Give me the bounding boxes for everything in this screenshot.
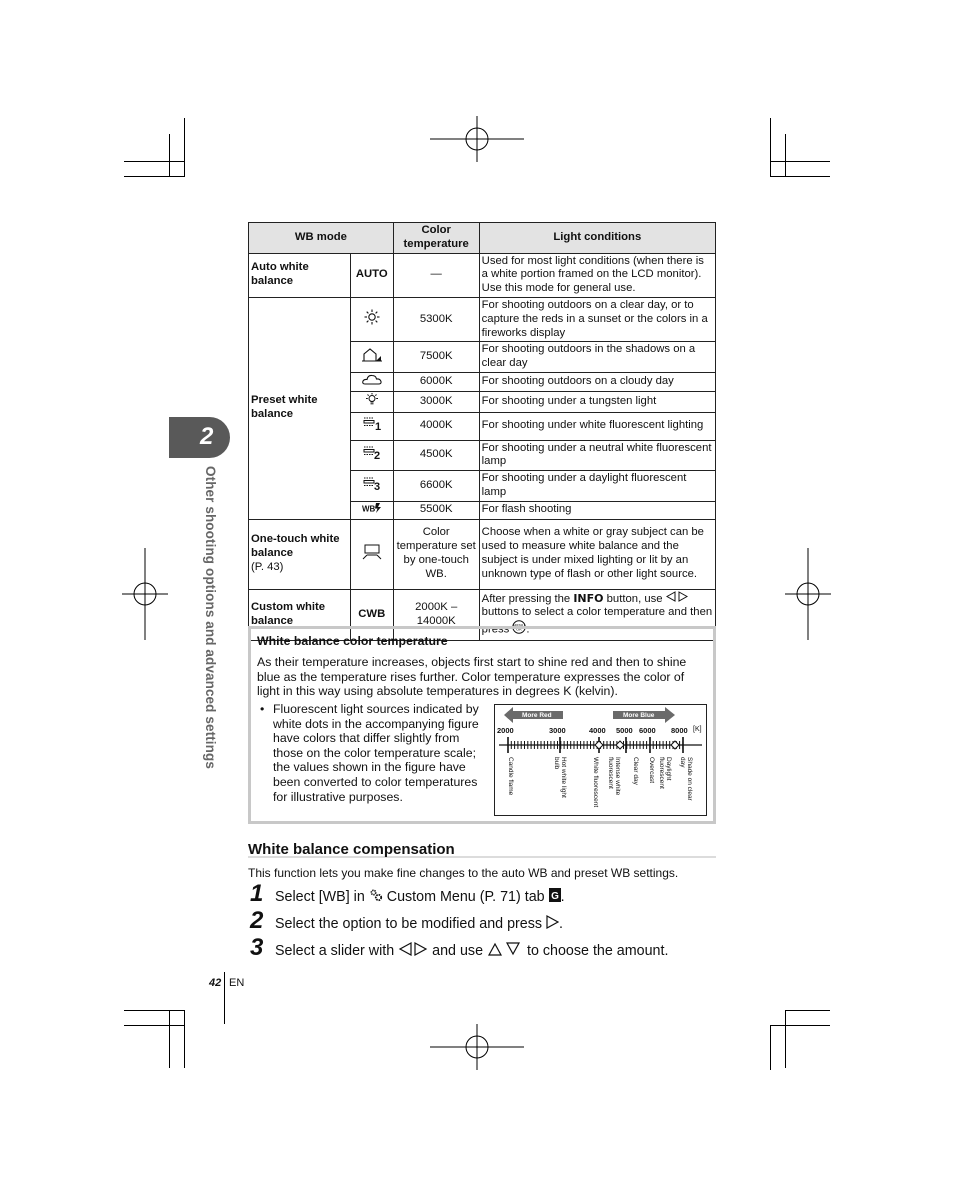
auto-wb-icon: AUTO xyxy=(350,253,393,297)
step-text-part: to choose the amount. xyxy=(523,942,669,959)
shade-icon xyxy=(350,342,393,373)
left-right-arrows-icon xyxy=(398,942,428,960)
color-temp: — xyxy=(393,253,479,297)
tick-label: 4000 xyxy=(589,726,606,735)
step-text-part: Select a slider with xyxy=(275,942,399,959)
step-text-part: and use xyxy=(428,942,487,959)
fluorescent-3-icon xyxy=(350,471,393,502)
crop-mark xyxy=(785,1010,830,1011)
crop-mark xyxy=(184,1010,185,1068)
box-paragraph: As their temperature increases, objects first start to shine red and then to shine blue as the temperature rises further. Color temperature expresses the color of light in this way using absolute temperatures in degrees K (kelvin). xyxy=(257,655,687,699)
page-reference: (P. 43) xyxy=(251,560,284,573)
color-temp: 4500K xyxy=(393,440,479,471)
crop-mark xyxy=(124,161,184,162)
color-temp: 6600K xyxy=(393,471,479,502)
light-text: . xyxy=(526,623,530,636)
scale-label: Overcast xyxy=(648,757,655,784)
page-divider xyxy=(224,972,225,1024)
step-text-part: . xyxy=(559,915,564,932)
language-label: EN xyxy=(229,977,245,989)
fluorescent-marker xyxy=(595,741,603,749)
svg-text:G: G xyxy=(550,891,559,902)
light-text: button, use xyxy=(603,592,666,605)
tick-unit: [K] xyxy=(693,726,702,733)
bullet-dot: • xyxy=(260,702,265,716)
tick-label: 6000 xyxy=(639,726,656,735)
svg-text:MENU: MENU xyxy=(513,622,526,628)
svg-text:1: 1 xyxy=(374,420,381,431)
crop-mark xyxy=(124,176,185,177)
light-text: buttons to select a color temperature and then press xyxy=(481,606,713,636)
bullet-text: Fluorescent light sources indicated by white dots in the accompanying figure have colors that differ slightly from those on the color temperature scale; the values shown in the figure have been converted to color temperatures for illustrative purposes. xyxy=(273,702,479,804)
fluorescent-marker xyxy=(671,741,679,749)
step-text-part: Custom Menu (P. 71) tab xyxy=(382,888,549,905)
light-condition: For shooting under white fluorescent lighting xyxy=(479,412,715,440)
light-condition: For shooting outdoors on a clear day, or to capture the reds in a sunset or the colors in a fireworks display xyxy=(479,297,715,341)
crop-mark xyxy=(770,1025,830,1026)
crop-mark xyxy=(770,118,771,176)
sun-icon xyxy=(350,297,393,341)
color-temp: 2000K – 14000K xyxy=(393,589,479,640)
step-number: 3 xyxy=(250,934,264,961)
step-number: 2 xyxy=(250,907,264,934)
step-text xyxy=(275,888,565,906)
box-title: White balance color temperature xyxy=(257,634,448,648)
crop-mark xyxy=(169,134,170,176)
section-intro: This function lets you make fine changes to the auto WB and preset WB settings. xyxy=(248,866,679,880)
light-text: After pressing the xyxy=(481,592,574,605)
mode-label: Preset white balance xyxy=(249,297,351,519)
color-temp: 4000K xyxy=(393,412,479,440)
scale-label: Hot white light bulb xyxy=(553,757,567,798)
light-condition: For shooting outdoors in the shadows on a clear day xyxy=(479,342,715,373)
tick-label: 2000 xyxy=(497,726,514,735)
mode-label: Auto white balance xyxy=(249,253,351,297)
light-condition: For shooting under a daylight fluorescent lamp xyxy=(479,471,715,502)
crop-mark xyxy=(124,1025,184,1026)
crop-mark xyxy=(184,118,185,176)
wb-mode-table xyxy=(248,222,716,641)
scale-label: Daylight fluorescent xyxy=(658,757,672,789)
scale-label: Intense white fluorescent xyxy=(607,757,621,796)
cwb-icon: CWB xyxy=(350,589,393,640)
step-number: 1 xyxy=(250,880,264,907)
left-right-arrows-icon xyxy=(666,591,688,607)
section-title: White balance compensation xyxy=(248,841,455,858)
info-button-label: INFO xyxy=(573,591,604,605)
chapter-number: 2 xyxy=(200,423,214,450)
up-down-arrows-icon xyxy=(487,942,523,960)
scale-label: White fluorescent xyxy=(592,757,599,808)
tick-label: 5000 xyxy=(616,726,633,735)
svg-text:2: 2 xyxy=(373,449,380,460)
chapter-title: Other shooting options and advanced settings xyxy=(203,466,218,769)
tungsten-icon xyxy=(350,391,393,412)
header-color-temperature: Color temperature xyxy=(393,223,479,254)
header-wb-mode: WB mode xyxy=(249,223,394,254)
crop-mark xyxy=(770,1025,771,1070)
tick-label: 8000 xyxy=(671,726,688,735)
page-number: 42 xyxy=(209,977,222,989)
registration-target xyxy=(430,1024,524,1070)
light-condition: Choose when a white or gray subject can be used to measure white balance and the subject is under mixed lighting or lit by an unknown type of flash or other light source. xyxy=(479,519,715,589)
svg-text:3: 3 xyxy=(373,480,380,491)
scale-label: Candle flame xyxy=(507,757,514,796)
color-temp: Color temperature set by one-touch WB. xyxy=(393,519,479,589)
tab-g-icon xyxy=(549,888,561,906)
svg-text:OK: OK xyxy=(516,626,523,632)
crop-mark xyxy=(785,134,786,176)
registration-target xyxy=(122,548,168,640)
step-text xyxy=(275,915,563,933)
more-blue-label: More Blue xyxy=(623,712,655,719)
crop-mark xyxy=(785,1010,786,1068)
color-temp: 5500K xyxy=(393,501,479,519)
fluorescent-1-icon xyxy=(350,412,393,440)
crop-mark xyxy=(169,1010,170,1068)
flash-wb-icon xyxy=(350,501,393,519)
more-red-label: More Red xyxy=(522,712,552,719)
right-arrow-icon xyxy=(546,915,559,933)
cloud-icon xyxy=(350,372,393,391)
crop-mark xyxy=(124,1010,185,1011)
color-temperature-scale xyxy=(494,704,707,816)
color-temp: 6000K xyxy=(393,372,479,391)
light-condition: Used for most light conditions (when there is a white portion framed on the LCD monitor). Use this mode for general use. xyxy=(479,253,715,297)
mode-label xyxy=(249,519,351,589)
tick-label: 3000 xyxy=(549,726,566,735)
light-condition: For shooting under a tungsten light xyxy=(479,391,715,412)
light-condition: For flash shooting xyxy=(479,501,715,519)
mode-label: Custom white balance xyxy=(249,589,351,640)
one-touch-wb-icon xyxy=(350,519,393,589)
color-temp: 7500K xyxy=(393,342,479,373)
table-row xyxy=(249,253,716,297)
header-light-conditions: Light conditions xyxy=(479,223,715,254)
one-touch-mode-name: One-touch white balance xyxy=(251,533,340,560)
fluorescent-2-icon xyxy=(350,440,393,471)
step-text-part: Select [WB] in xyxy=(275,888,369,905)
svg-text:WB: WB xyxy=(361,504,376,513)
table-row xyxy=(249,519,716,589)
step-text-part: . xyxy=(560,888,565,905)
scale-label: Clear day xyxy=(632,757,639,785)
light-condition: For shooting under a neutral white fluorescent lamp xyxy=(479,440,715,471)
registration-target xyxy=(430,116,524,162)
registration-target xyxy=(785,548,831,640)
color-temp: 5300K xyxy=(393,297,479,341)
step-text-part: Select the option to be modified and press xyxy=(275,915,547,932)
light-condition: For shooting outdoors on a cloudy day xyxy=(479,372,715,391)
crop-mark xyxy=(770,176,830,177)
crop-mark xyxy=(770,161,830,162)
scale-label: Shade on clear day xyxy=(679,757,693,801)
custom-menu-icon xyxy=(369,888,383,906)
color-temp: 3000K xyxy=(393,391,479,412)
step-text xyxy=(275,942,668,960)
table-row xyxy=(249,297,716,341)
